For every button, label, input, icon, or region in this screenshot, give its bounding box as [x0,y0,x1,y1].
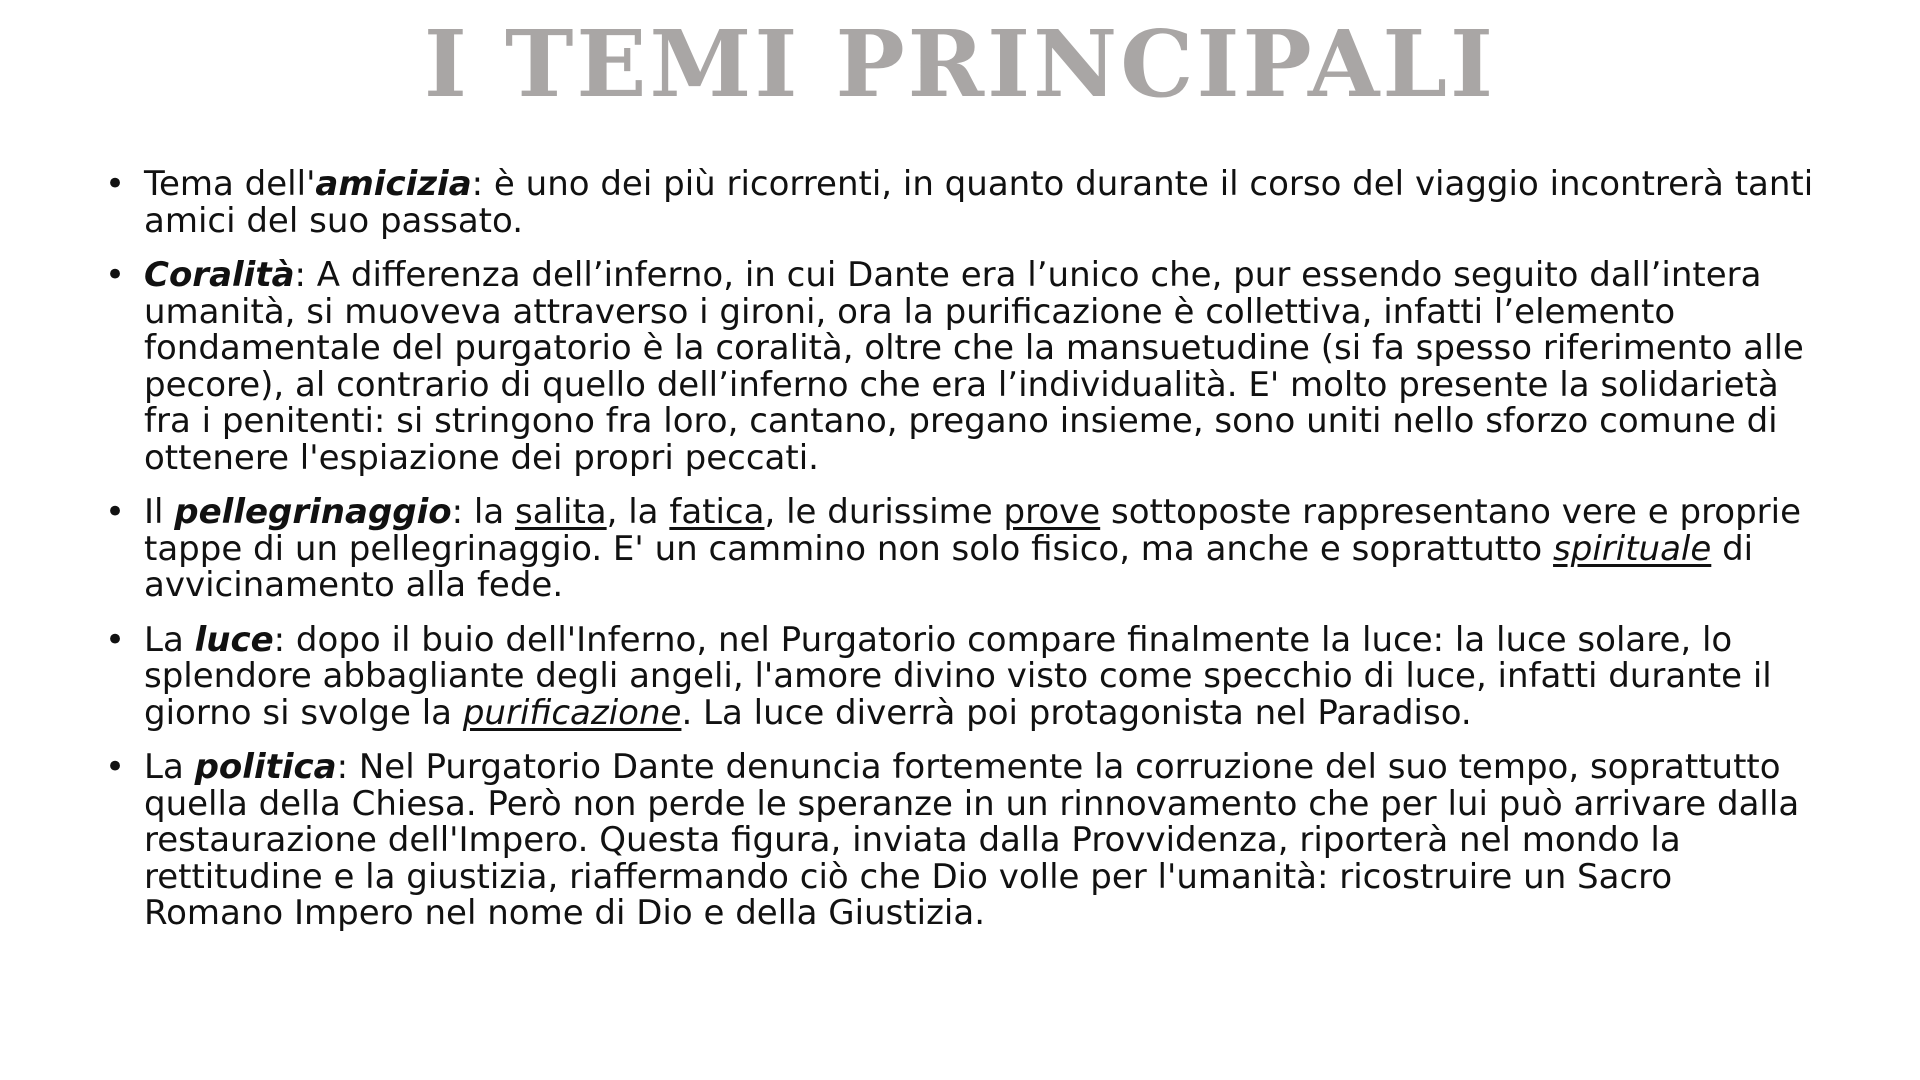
item-text: : la [451,492,516,532]
page-title: I TEMI PRINCIPALI [423,10,1497,118]
item-text: : Nel Purgatorio Dante denuncia fortemente la corruzione del suo tempo, soprattutto quella della Chiesa. Però non perde le speranze in un rinnovamento che per lui può arrivare dalla restaurazione dell'Impero. Questa figura, inviata dalla Provvidenza, riporterà nel mondo la rettitudine e la giustizia, riaffermando ciò che Dio volle per l'umanità: ricostruire un Sacro Romano Impero nel nome di Dio e della Giustizia. [144,747,1800,933]
bullet-icon: • [104,747,126,787]
list-item-amicizia [100,166,1820,239]
list-item-pellegrinaggio [100,494,1820,604]
item-text: di avvicinamento alla fede. [144,528,1754,605]
list-item-coralita [100,257,1820,476]
item-keyword: Coralità [144,255,295,295]
list-item-luce [100,619,1820,733]
item-text: : è uno dei più ricorrenti, in quanto durante il corso del viaggio incontrerà tanti amici del suo passato. [144,164,1814,241]
underlined-word: spirituale [1553,528,1712,569]
item-text: , la [606,492,670,532]
item-prefix: La [144,747,195,787]
bullet-icon: • [104,255,126,295]
item-text: : dopo il buio dell'Inferno, nel Purgatorio compare finalmente la luce: la luce solare, lo splendore abbagliante degli angeli, l'amore divino visto come specchio di luce, infatti durante il giorno si svolge la [144,619,1772,733]
item-prefix: Tema dell' [144,164,316,204]
item-keyword: amicizia [315,164,472,204]
item-prefix: La [144,619,195,660]
item-text: sottoposte rappresentano vere e proprie tappe di un pellegrinaggio. E' un cammino non solo fisico, ma anche e soprattutto [144,492,1802,569]
bullet-icon: • [104,619,126,660]
item-prefix: Il [144,492,175,532]
underlined-word: salita [515,492,607,532]
item-keyword: luce [194,619,274,660]
item-keyword: politica [194,747,337,787]
bullet-icon: • [104,164,126,204]
item-text: , le durissime [764,492,1004,532]
item-text: . La luce diverrà poi protagonista nel Paradiso. [681,692,1472,733]
item-text: : A differenza dell’inferno, in cui Dante era l’unico che, pur essendo seguito dall’intera umanità, si muoveva attraverso i gironi, ora la purificazione è collettiva, infatti l’elemento fondamentale del purgatorio è la coralità, oltre che la mansuetudine (si fa spesso riferimento alle pecore), al contrario di quello dell’inferno che era l’individualità. E' molto presente la solidarietà fra i penitenti: si stringono fra loro, cantano, pregano insieme, sono uniti nello sforzo comune di ottenere l'espiazione dei propri peccati. [144,255,1804,478]
underlined-word: prove [1003,492,1101,532]
list-item-politica [100,749,1820,932]
underlined-word: purificazione [462,692,682,733]
bullet-icon: • [104,492,126,532]
item-keyword: pellegrinaggio [174,492,452,532]
underlined-word: fatica [669,492,765,532]
themes-list [100,166,1820,950]
